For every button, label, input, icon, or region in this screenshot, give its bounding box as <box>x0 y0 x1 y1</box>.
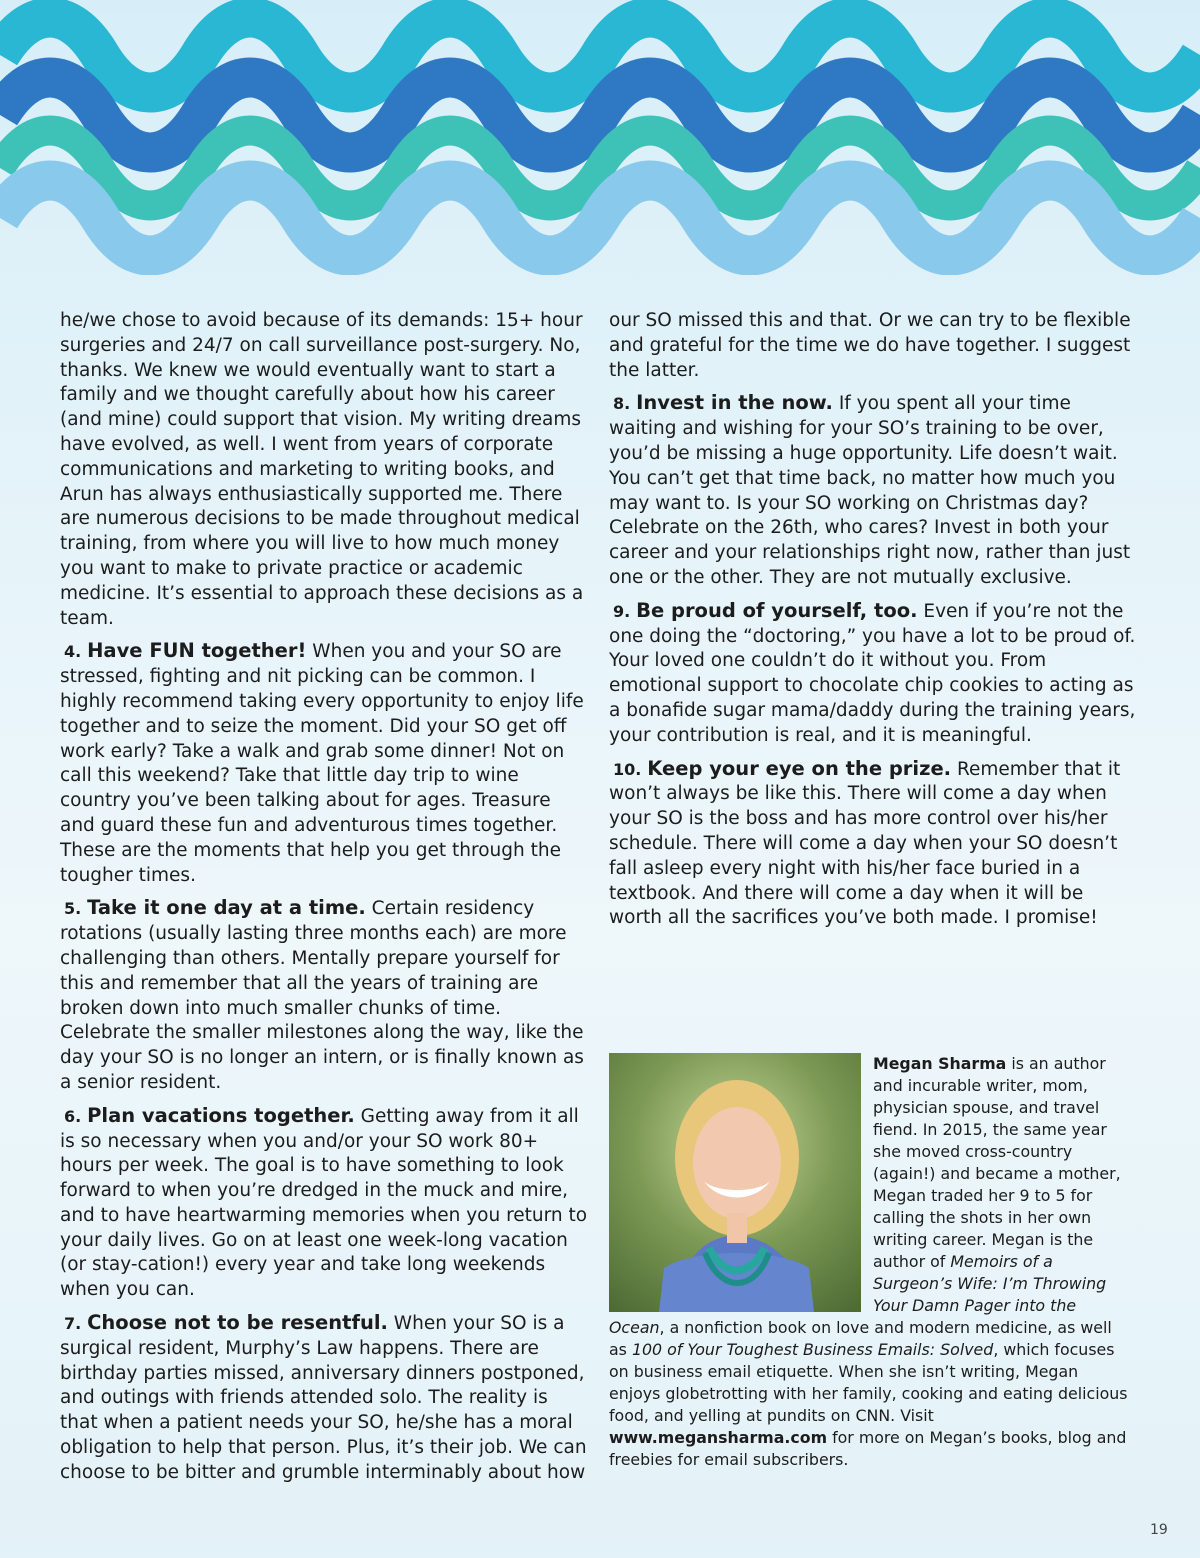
bio-text: is an author and incurable writer, mom, physician spouse, and travel fiend. In 2015, the same year she moved cross-country (again!) and became a mother, Megan traded her 9 to 5 for calling the shots in her own writing career. Megan is the author of <box>873 1054 1121 1271</box>
tip-body: Certain residency rotations (usually lasting three months each) are more challenging than others. Mentally prepare yourself for this and remember that all the years of training are broken down into much smaller chunks of time. Celebrate the smaller milestones along the way, like the day your SO is no longer an intern, or is finally known as a senior resident. <box>60 898 584 1093</box>
tip-heading: Plan vacations together. <box>87 1103 355 1127</box>
tip-body: If you spent all your time waiting and wishing for your SO’s training to be over, you’d be missing a huge opportunity. Life doesn’t wait. You can’t get that time back, no matter how much you may want to. Is your SO working on Christmas day? Celebrate on the 26th, who cares? Invest in both your career and your relationships right now, rather than just one or the other. They are not mutually exclusive. <box>609 393 1131 588</box>
tip-heading: Be proud of yourself, too. <box>636 598 918 622</box>
author-photo <box>609 1053 861 1312</box>
tip-body: When you and your SO are stressed, fighting and nit picking can be common. I highly recommend taking every opportunity to enjoy life together and to seize the moment. Did your SO get off work early? Take a walk and grab some dinner! Not on call this weekend? Take that little day trip to wine country you’ve been talking about for ages. Treasure and guard these fun and adventurous times together. These are the moments that help you get through the tougher times. <box>60 641 584 886</box>
tip-number: 7. <box>64 1314 82 1334</box>
tip-number: 9. <box>613 601 631 621</box>
tip-8 <box>609 391 1139 590</box>
decorative-wave-banner <box>0 0 1200 275</box>
tip-body: When your SO is a surgical resident, Murphy’s Law happens. There are birthday parties missed, anniversary dinners postponed, and outings with friends attended solo. The reality is that when a patient needs your SO, he/she has a moral obligation to help that person. Plus, it’s their job. We can choose to be bitter and grumble interminably about how <box>60 1313 587 1483</box>
tip-number: 4. <box>64 642 82 662</box>
tip-heading: Invest in the now. <box>636 391 833 415</box>
tip-heading: Keep your eye on the prize. <box>647 756 952 780</box>
tip-7 <box>60 1311 588 1486</box>
tip-10 <box>609 757 1139 932</box>
tip-5 <box>60 896 588 1095</box>
tip-4 <box>60 639 588 888</box>
paragraph: he/we chose to avoid because of its demands: 15+ hour surgeries and 24/7 on call surveillance post-surgery. No, thanks. We knew we would eventually want to start a family and we thought carefully about how his career (and mine) could support that vision. My writing dreams have evolved, as well. I went from years of corporate communications and marketing to writing books, and Arun has always enthusiastically supported me. There are numerous decisions to be made throughout medical training, from where you will live to how much money you want to make to private practice or academic medicine. It’s essential to approach these decisions as a team. <box>60 310 584 629</box>
website-link[interactable]: www.megansharma.com <box>609 1428 828 1447</box>
book-title: Memoirs of a Surgeon’s Wife: I’m Throwing Your Damn Pager into the Ocean <box>609 1252 1107 1337</box>
tip-6 <box>60 1104 588 1303</box>
tip-body: Getting away from it all is so necessary when you and/or your SO work 80+ hours per week. The goal is to have something to look forward to when you’re dredged in the muck and mire, and to have heartwarming memories when you return to your daily lives. Go on at least one week-long vacation (or stay-cation!) every year and take long weekends when you can. <box>60 1105 588 1301</box>
tip-heading: Choose not to be resentful. <box>87 1311 388 1335</box>
page-number: 19 <box>1150 1522 1168 1538</box>
tip-body: Remember that it won’t always be like this. There will come a day when your SO is the boss and has more control over his/her schedule. There will come a day when your SO doesn’t fall asleep every night with his/her face buried in a textbook. And there will come a day when it will be worth all the sacrifices you’ve both made. I promise! <box>609 758 1121 929</box>
tip-number: 6. <box>64 1106 82 1126</box>
author-bio <box>609 1053 1129 1471</box>
paragraph: our SO missed this and that. Or we can try to be flexible and grateful for the time we do have together. I suggest the latter. <box>609 310 1131 381</box>
tip-body: Even if you’re not the one doing the “doctoring,” you have a lot to be proud of. Your loved one couldn’t do it without you. From emotional support to chocolate chip cookies to acting as a bonafide sugar mama/daddy during the training years, your contribution is real, and it is meaningful. <box>609 600 1136 746</box>
book-title: 100 of Your Toughest Business Emails: Solved <box>631 1340 994 1359</box>
left-column <box>60 309 588 1494</box>
bio-text: , which focuses on business email etiquette. When she isn’t writing, Megan enjoys globetrotting with her family, cooking and eating delicious food, and yelling at pundits on CNN. Visit <box>609 1340 1128 1425</box>
tip-heading: Have FUN together! <box>87 639 307 663</box>
tip-number: 5. <box>64 899 82 919</box>
tip-number: 10. <box>613 759 642 779</box>
tip-heading: Take it one day at a time. <box>87 896 366 920</box>
tip-9 <box>609 599 1139 749</box>
right-column <box>609 309 1139 939</box>
bio-text: for more on Megan’s books, blog and freebies for email subscribers. <box>609 1428 1127 1469</box>
tip-number: 8. <box>613 394 631 414</box>
bio-text: , a nonfiction book on love and modern medicine, as well as <box>609 1318 1112 1359</box>
author-name: Megan Sharma <box>873 1054 1007 1073</box>
